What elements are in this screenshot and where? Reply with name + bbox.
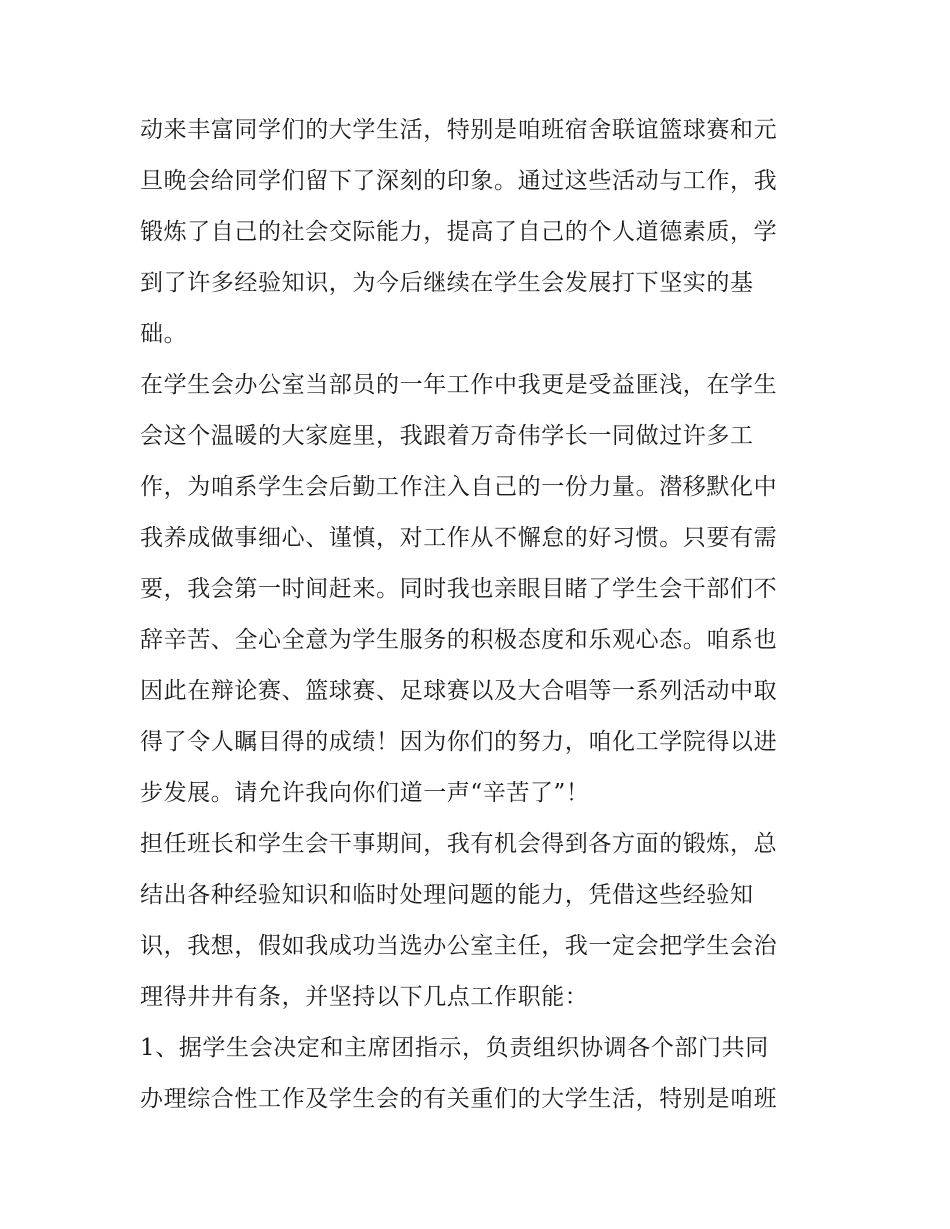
text-line: 作，为咱系学生会后勤工作注入自己的一份力量。潜移默化中 xyxy=(140,474,778,500)
text-line: 结出各种经验知识和临时处理问题的能力，凭借这些经验知 xyxy=(140,882,754,908)
text-line: 办理综合性工作及学生会的有关重们的大学生活，特别是咱班 xyxy=(140,1086,778,1112)
text-line: 1、据学生会决定和主席团指示，负责组织协调各个部门共同 xyxy=(140,1035,769,1061)
document-body xyxy=(140,105,840,1125)
text-line: 识，我想，假如我成功当选办公室主任，我一定会把学生会治 xyxy=(140,933,778,959)
text-line: 动来丰富同学们的大学生活，特别是咱班宿舍联谊篮球赛和元 xyxy=(140,117,778,143)
text-line: 理得井井有条，并坚持以下几点工作职能： xyxy=(140,984,589,1010)
text-line: 辞辛苦、全心全意为学生服务的积极态度和乐观心态。咱系也 xyxy=(140,627,778,653)
text-line: 得了令人瞩目得的成绩！因为你们的努力，咱化工学院得以进 xyxy=(140,729,778,755)
text-line: 会这个温暖的大家庭里，我跟着万奇伟学长一同做过许多工 xyxy=(140,423,754,449)
text-line: 旦晚会给同学们留下了深刻的印象。通过这些活动与工作，我 xyxy=(140,168,778,194)
text-line: 担任班长和学生会干事期间，我有机会得到各方面的锻炼，总 xyxy=(140,831,778,857)
text-line: 锻炼了自己的社会交际能力，提高了自己的个人道德素质，学 xyxy=(140,219,778,245)
text-line: 础。 xyxy=(140,321,188,347)
text-line: 步发展。请允许我向你们道一声“辛苦了”！ xyxy=(140,780,590,806)
text-line: 在学生会办公室当部员的一年工作中我更是受益匪浅，在学生 xyxy=(140,372,778,398)
text-line: 我养成做事细心、谨慎，对工作从不懈怠的好习惯。只要有需 xyxy=(140,525,778,551)
text-line: 因此在辩论赛、篮球赛、足球赛以及大合唱等一系列活动中取 xyxy=(140,678,778,704)
text-line: 要，我会第一时间赶来。同时我也亲眼目睹了学生会干部们不 xyxy=(140,576,778,602)
text-line: 到了许多经验知识，为今后继续在学生会发展打下坚实的基 xyxy=(140,270,754,296)
